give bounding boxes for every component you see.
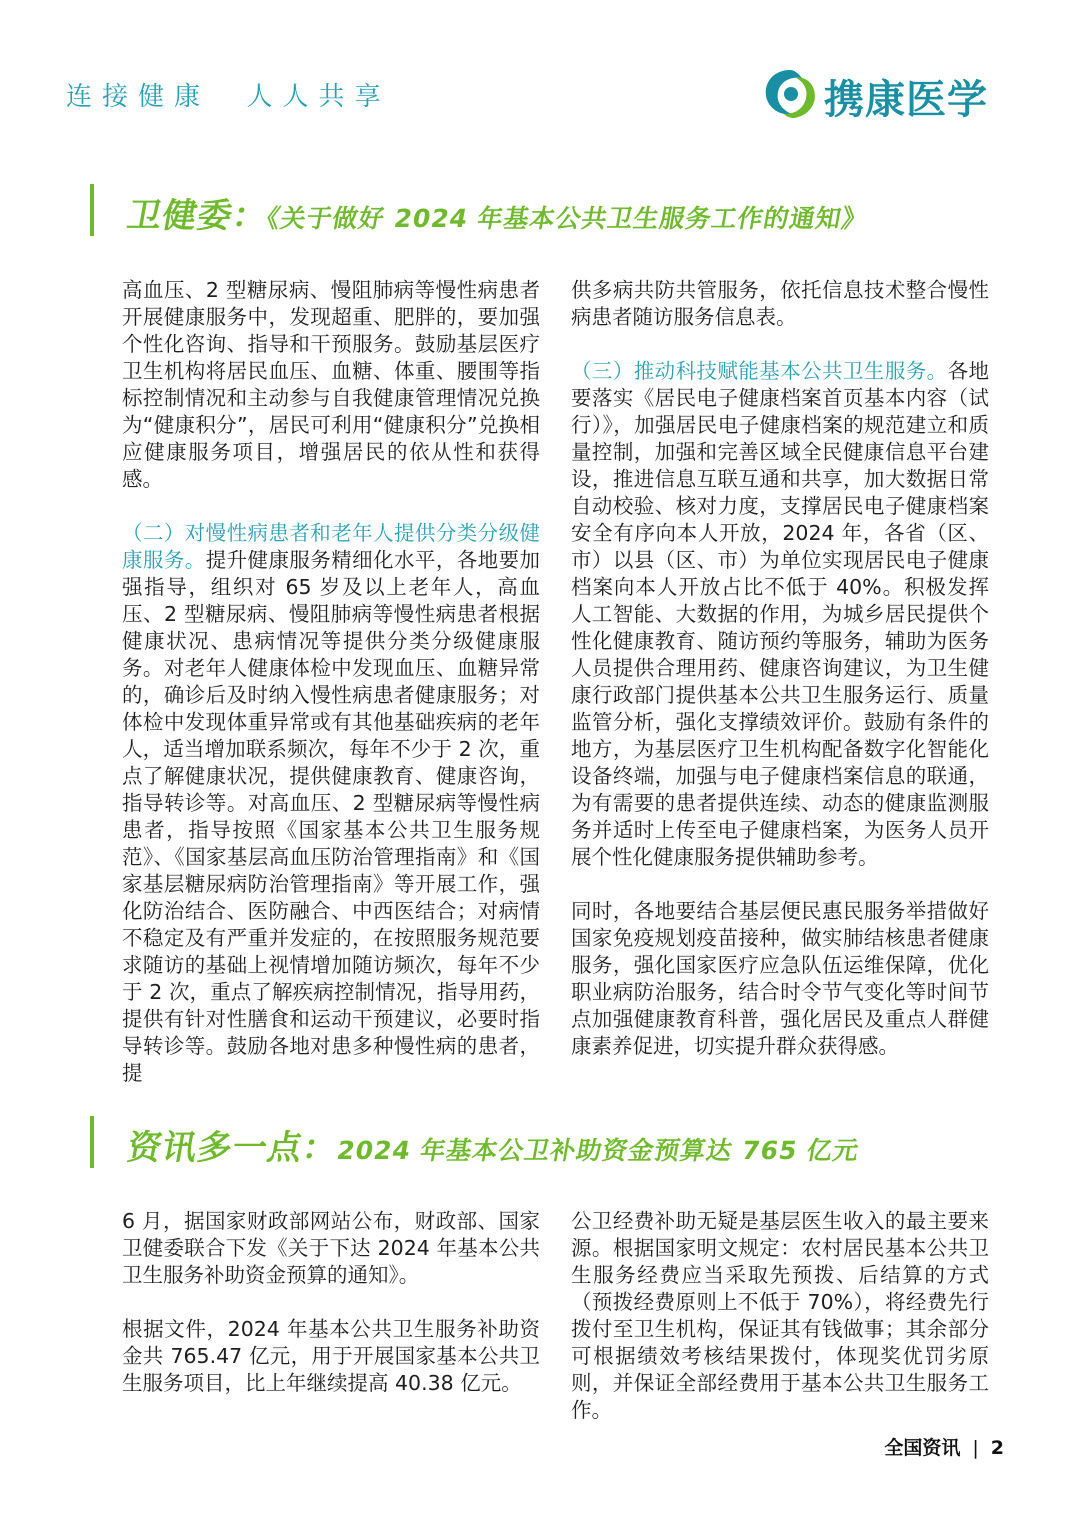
paragraph-lead: （二）对慢性病患者和老年人提供分类分级健康服务。 (122, 521, 540, 572)
paragraph (122, 520, 540, 1087)
paragraph: 公卫经费补助无疑是基层医生收入的最主要来源。根据国家明文规定：农村居民基本公共卫生服务经费应当采取先预拨、后结算的方式（预拨经费原则上不低于 70%），将经费先行拨付至卫生机构，保证其有钱做事；其余部分可根据绩效考核结果拨付，体现奖优罚劣原则，并保证全部经费用于基本公共卫生服务工作。 (571, 1209, 989, 1422)
section-title-prefix: 卫健委： (124, 196, 272, 236)
paragraph-body: 各地要落实《居民电子健康档案首页基本内容（试行）》，加强居民电子健康档案的规范建立和质量控制，加强和完善区域全民健康信息平台建设，推进信息互联互通和共享，加大数据日常自动校验、核对力度，支撑居民电子健康档案安全有序向本人开放，2024 年，各省（区、市）以县（区、市）为单位实现居民电子健康档案向本人开放占比不低于 40%。积极发挥人工智能、大数据的作用，为城乡居民提供个性化健康教育、随访预约等服务，辅助为医务人员提供合理用药、健康咨询建议，为卫生健康行政部门提供基本公共卫生服务运行、质量监管分析，强化支撑绩效评价。鼓励有条件的地方，为基层医疗卫生机构配备数字化智能化设备终端，加强与电子健康档案信息的联通，为有需要的患者提供连续、动态的健康监测服务并适时上传至电子健康档案，为医务人员开展个性化健康服务提供辅助参考。 (571, 359, 989, 869)
page-footer (884, 1433, 1004, 1460)
footer-section-name: 全国资讯 (884, 1437, 961, 1459)
heading-accent-bar (90, 184, 94, 236)
footer-separator: | (972, 1437, 979, 1459)
page-number: 2 (990, 1437, 1004, 1459)
section1-column-right (571, 277, 989, 1060)
paragraph: 同时，各地要结合基层便民惠民服务举措做好国家免疫规划疫苗接种，做实肺结核患者健康服务，强化国家医疗应急队伍运维保障，优化职业病防治服务，结合时令节气变化等时间节点加强健康教育科普，强化居民及重点人群健康素养促进，切实提升群众获得感。 (571, 899, 989, 1058)
section2-column-left (122, 1208, 540, 1397)
logo-mark-icon (760, 64, 820, 124)
paragraph (571, 358, 989, 871)
section-title-doc: 2024 年基本公卫补助资金预算达 765 亿元 (334, 1136, 862, 1165)
paragraph: 根据文件，2024 年基本公共卫生服务补助资金共 765.47 亿元，用于开展国家基本公共卫生服务项目，比上年继续提高 40.38 亿元。 (122, 1317, 540, 1395)
section-heading-1 (90, 184, 1050, 234)
paragraph: 高血压、2 型糖尿病、慢阻肺病等慢性病患者开展健康服务中，发现超重、肥胖的，要加强个性化咨询、指导和干预服务。鼓励基层医疗卫生机构将居民血压、血糖、体重、腰围等指标控制情况和主动参与自我健康管理情况兑换为“健康积分”，居民可利用“健康积分”兑换相应健康服务项目，增强居民的依从性和获得感。 (122, 278, 540, 491)
logo-text: 携康医学 (824, 77, 988, 123)
section-heading-2 (90, 1116, 1050, 1166)
section2-column-right (571, 1208, 989, 1424)
slogan: 连接健康 人人共享 (66, 82, 391, 112)
section-title-prefix: 资讯多一点： (124, 1128, 342, 1168)
section1-column-left (122, 277, 540, 1087)
paragraph: 6 月，据国家财政部网站公布，财政部、国家卫健委联合下发《关于下达 2024 年基本公共卫生服务补助资金预算的通知》。 (122, 1209, 540, 1287)
section-title-doc: 《关于做好 2024 年基本公共卫生服务工作的通知》 (264, 204, 871, 233)
paragraph: 供多病共防共管服务，依托信息技术整合慢性病患者随访服务信息表。 (571, 278, 989, 329)
brand-logo (760, 62, 1022, 124)
paragraph-lead: （三）推动科技赋能基本公共卫生服务。 (571, 359, 948, 383)
section-title-1 (124, 188, 873, 237)
section-title-2 (124, 1120, 865, 1169)
paragraph-body: 提升健康服务精细化水平，各地要加强指导，组织对 65 岁及以上老年人，高血压、2 型糖尿病、慢阻肺病等慢性病患者根据健康状况、患病情况等提供分类分级健康服务。对老年人健康体检中发现血压、血糖异常的，确诊后及时纳入慢性病患者健康服务；对体检中发现体重异常或有其他基础疾病的老年人，适当增加联系频次，每年不少于 2 次，重点了解健康状况，提供健康教育、健康咨询，指导转诊等。对高血压、2 型糖尿病等慢性病患者，指导按照《国家基本公共卫生服务规范》、《国家基层高血压防治管理指南》和《国家基层糖尿病防治管理指南》等开展工作，强化防治结合、医防融合、中西医结合；对病情不稳定及有严重并发症的，在按照服务规范要求随访的基础上视情增加随访频次，每年不少于 2 次，重点了解疾病控制情况，指导用药，提供有针对性膳食和运动干预建议，必要时指导转诊等。鼓励各地对患多种慢性病的患者，提 (122, 548, 541, 1085)
heading-accent-bar (90, 1116, 94, 1168)
